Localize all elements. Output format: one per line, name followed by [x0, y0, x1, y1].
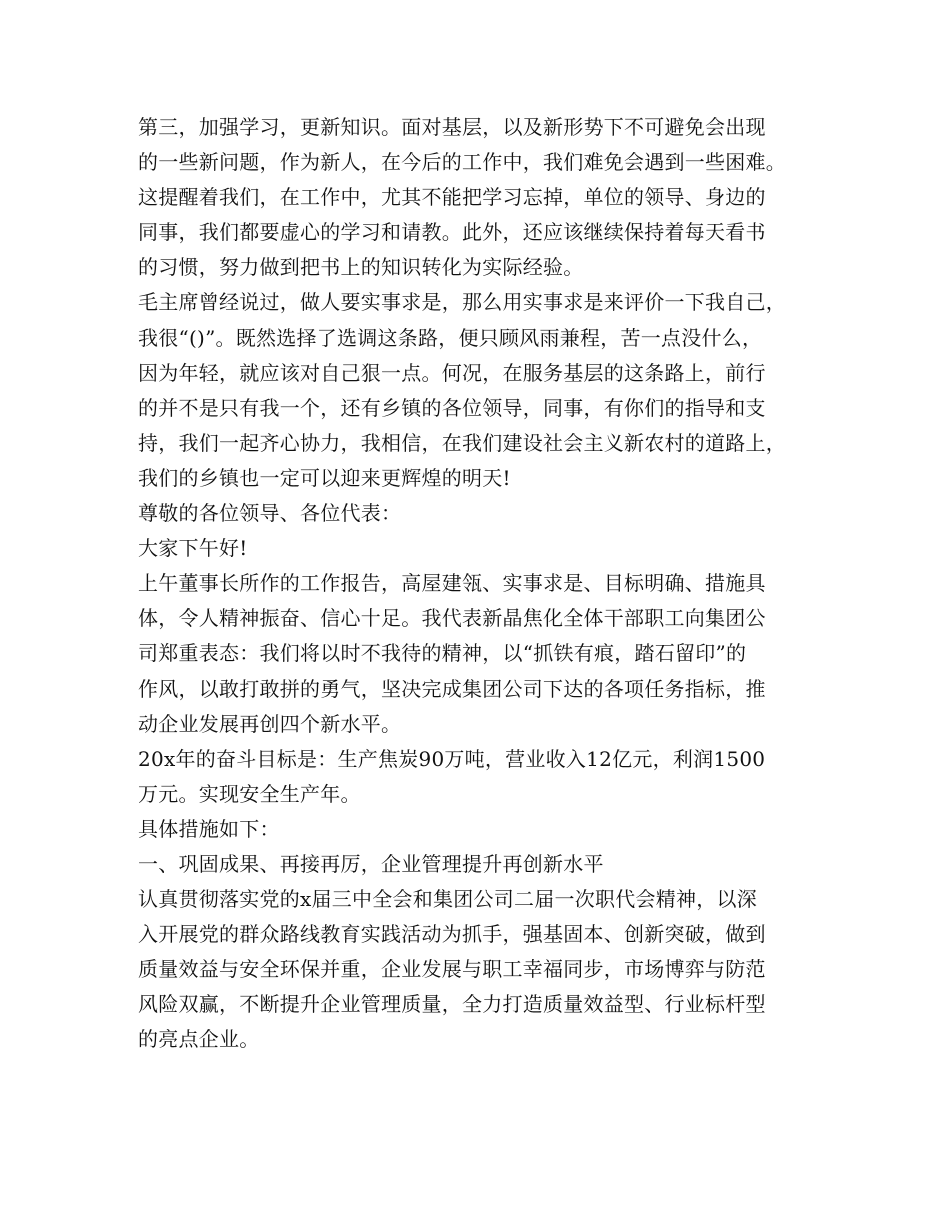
- text-line: 司郑重表态：我们将以时不我待的精神，以“抓铁有痕，踏石留印”的: [138, 641, 747, 666]
- measures-heading: [138, 812, 828, 847]
- text-line: 上午董事长所作的工作报告，高屋建瓴、实事求是、目标明确、措施具: [138, 571, 766, 596]
- speech-greeting: [138, 531, 828, 566]
- text-line: 入开展党的群众路线教育实践活动为抓手，强基固本、创新突破，做到: [138, 922, 766, 947]
- text-line: 质量效益与安全环保并重，企业发展与职工幸福同步，市场博弈与防范: [138, 957, 766, 982]
- text-line: 因为年轻，就应该对自己狠一点。何况，在服务基层的这条路上，前行: [138, 360, 766, 385]
- text-line: 的习惯，努力做到把书上的知识转化为实际经验。: [138, 255, 584, 280]
- paragraph-learning: [138, 110, 828, 285]
- text-line: 体，令人精神振奋、信心十足。我代表新晶焦化全体干部职工向集团公: [138, 606, 766, 631]
- paragraph-annual-goals: [138, 742, 828, 812]
- text-line: 这提醒着我们，在工作中，尤其不能把学习忘掉，单位的领导、身边的: [138, 185, 766, 210]
- section-heading-one: [138, 847, 828, 882]
- text-line: 我们的乡镇也一定可以迎来更辉煌的明天!: [138, 465, 511, 490]
- paragraph-management: [138, 882, 828, 1057]
- text-line: 大家下午好!: [138, 536, 248, 561]
- speech-salutation: [138, 496, 828, 531]
- text-line: 一、巩固成果、再接再厉，企业管理提升再创新水平: [138, 851, 604, 876]
- text-line: 同事，我们都要虚心的学习和请教。此外，还应该继续保持着每天看书: [138, 220, 766, 245]
- text-line: 认真贯彻落实党的x届三中全会和集团公司二届一次职代会精神，以深: [138, 887, 758, 912]
- text-line: 万元。实现安全生产年。: [138, 781, 361, 806]
- text-line: 的一些新问题，作为新人，在今后的工作中，我们难免会遇到一些困难。: [138, 150, 786, 175]
- text-line: 尊敬的各位领导、各位代表：: [138, 501, 402, 526]
- paragraph-report-response: [138, 566, 828, 741]
- text-line: 动企业发展再创四个新水平。: [138, 711, 402, 736]
- paragraph-self-evaluation: [138, 285, 828, 496]
- text-line: 的并不是只有我一个，还有乡镇的各位领导，同事，有你们的指导和支: [138, 395, 766, 420]
- text-line: 20x年的奋斗目标是：生产焦炭90万吨，营业收入12亿元，利润1500: [138, 746, 766, 771]
- text-line: 我很“()”。既然选择了选调这条路，便只顾风雨兼程，苦一点没什么，: [138, 325, 763, 350]
- text-line: 第三，加强学习，更新知识。面对基层，以及新形势下不可避免会出现: [138, 115, 766, 139]
- text-line: 的亮点企业。: [138, 1027, 260, 1052]
- text-line: 作风，以敢打敢拼的勇气，坚决完成集团公司下达的各项任务指标，推: [138, 676, 766, 701]
- text-line: 毛主席曾经说过，做人要实事求是，那么用实事求是来评价一下我自己，: [138, 290, 786, 315]
- text-line: 持，我们一起齐心协力，我相信，在我们建设社会主义新农村的道路上，: [138, 430, 786, 455]
- text-line: 具体措施如下：: [138, 816, 280, 841]
- text-line: 风险双赢，不断提升企业管理质量，全力打造质量效益型、行业标杆型: [138, 992, 766, 1017]
- document-body: [138, 110, 828, 1058]
